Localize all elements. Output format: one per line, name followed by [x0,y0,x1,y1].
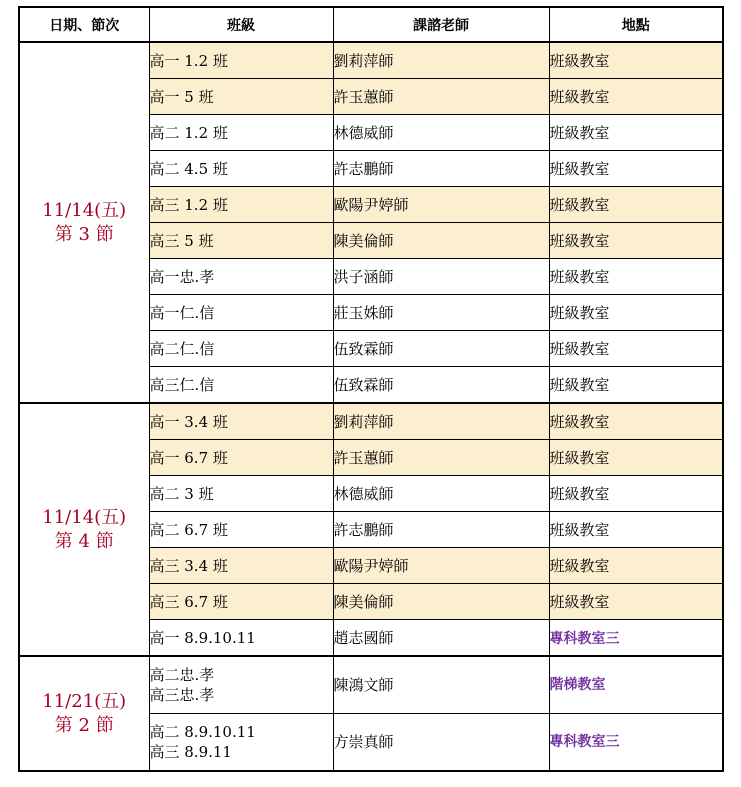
class-text: 高三 1.2 班 [149,196,228,214]
teacher-cell: 陳美倫師 [333,223,549,259]
date-text: 11/14(五) [42,506,127,528]
class-cell [149,187,333,223]
period-text: 第 3 節 [54,223,114,245]
teacher-cell: 許玉蕙師 [333,440,549,476]
class-cell [149,512,333,548]
teacher-cell: 許志鵬師 [333,512,549,548]
teacher-cell: 劉莉萍師 [333,403,549,440]
teacher-cell: 歐陽尹婷師 [333,548,549,584]
location-cell: 班級教室 [549,584,723,620]
class-cell [149,223,333,259]
class-cell [149,548,333,584]
class-text: 高一 5 班 [149,88,214,106]
teacher-cell: 陳鴻文師 [333,656,549,714]
class-cell [149,656,333,714]
date-text: 11/14(五) [42,199,127,221]
teacher-cell: 歐陽尹婷師 [333,187,549,223]
schedule-table [18,6,724,772]
teacher-cell: 伍致霖師 [333,367,549,404]
class-cell [149,620,333,657]
location-cell: 班級教室 [549,42,723,79]
date-text: 11/21(五) [42,690,127,712]
period-text: 第 2 節 [54,714,114,736]
location-cell: 班級教室 [549,223,723,259]
date-period-cell [19,42,149,403]
class-text: 高二 6.7 班 [149,521,228,539]
class-text: 高一 8.9.10.11 [149,629,256,647]
teacher-cell: 林德威師 [333,476,549,512]
location-cell: 班級教室 [549,367,723,404]
location-cell: 專科教室三 [549,714,723,772]
location-cell: 專科教室三 [549,620,723,657]
class-text: 高二仁.信 [149,340,215,358]
class-text: 高三 8.9.11 [149,743,232,761]
teacher-cell: 洪子涵師 [333,259,549,295]
teacher-cell: 劉莉萍師 [333,42,549,79]
date-period-cell [19,656,149,771]
location-cell: 班級教室 [549,512,723,548]
class-cell [149,476,333,512]
class-cell [149,440,333,476]
header-date-period: 日期、節次 [19,7,149,42]
class-text: 高二 3 班 [149,485,214,503]
teacher-cell: 莊玉姝師 [333,295,549,331]
class-text: 高二忠.孝 [149,666,215,684]
header-row [19,7,723,42]
class-cell [149,331,333,367]
schedule-body [19,42,723,771]
class-text: 高一 1.2 班 [149,52,228,70]
location-cell: 班級教室 [549,548,723,584]
location-cell: 班級教室 [549,187,723,223]
teacher-cell: 許玉蕙師 [333,79,549,115]
class-text: 高一 6.7 班 [149,449,228,467]
location-cell: 階梯教室 [549,656,723,714]
location-cell: 班級教室 [549,331,723,367]
class-text: 高三 3.4 班 [149,557,228,575]
header-location: 地點 [549,7,723,42]
class-text: 高一仁.信 [149,304,215,322]
header-class: 班級 [149,7,333,42]
class-text: 高三 5 班 [149,232,214,250]
table-row [19,656,723,714]
teacher-cell: 趙志國師 [333,620,549,657]
class-text: 高一 3.4 班 [149,413,228,431]
teacher-cell: 伍致霖師 [333,331,549,367]
teacher-cell: 方崇真師 [333,714,549,772]
location-cell: 班級教室 [549,295,723,331]
class-text: 高三仁.信 [149,376,215,394]
location-cell: 班級教室 [549,115,723,151]
class-cell [149,403,333,440]
location-cell: 班級教室 [549,151,723,187]
teacher-cell: 許志鵬師 [333,151,549,187]
location-cell: 班級教室 [549,476,723,512]
table-row [19,403,723,440]
class-cell [149,115,333,151]
class-text: 高三忠.孝 [149,686,215,704]
class-text: 高三 6.7 班 [149,593,228,611]
table-row [19,42,723,79]
location-cell: 班級教室 [549,440,723,476]
class-text: 高二 1.2 班 [149,124,228,142]
class-cell [149,79,333,115]
class-cell [149,367,333,404]
location-cell: 班級教室 [549,403,723,440]
location-cell: 班級教室 [549,259,723,295]
header-teacher: 課諮老師 [333,7,549,42]
date-period-cell [19,403,149,656]
class-cell [149,714,333,772]
class-cell [149,295,333,331]
period-text: 第 4 節 [54,530,114,552]
class-text: 高一忠.孝 [149,268,215,286]
class-cell [149,584,333,620]
location-cell: 班級教室 [549,79,723,115]
class-cell [149,42,333,79]
teacher-cell: 林德威師 [333,115,549,151]
class-cell [149,151,333,187]
class-text: 高二 4.5 班 [149,160,228,178]
teacher-cell: 陳美倫師 [333,584,549,620]
class-cell [149,259,333,295]
class-text: 高二 8.9.10.11 [149,723,256,741]
